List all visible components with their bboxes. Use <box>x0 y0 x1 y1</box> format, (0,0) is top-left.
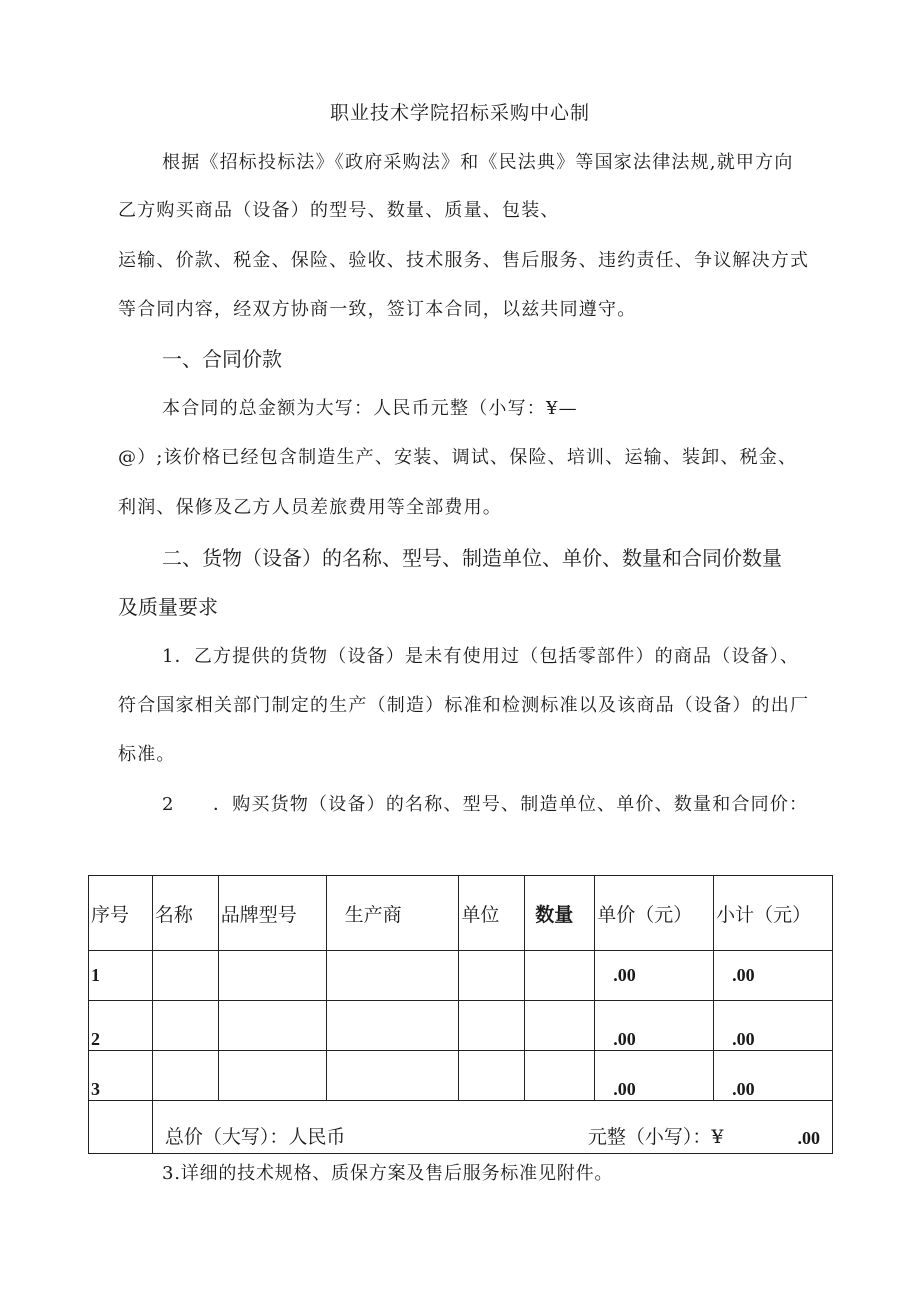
cell-name <box>152 951 218 1001</box>
cell-model <box>218 1001 326 1051</box>
section1-line-1: 本合同的总金额为大写：人民币元整（小写：¥— <box>162 398 578 419</box>
table-header-row <box>89 876 833 951</box>
row-number: 3 <box>89 1051 153 1101</box>
cell-unit <box>459 951 525 1001</box>
intro-line-1: 根据《招标投标法》《政府采购法》和《民法典》等国家法律法规,就甲方向 <box>162 152 794 173</box>
total-cell <box>152 1101 832 1154</box>
row-number: 1 <box>89 951 153 1001</box>
cell-manufacturer <box>326 1001 459 1051</box>
intro-line-4: 等合同内容，经双方协商一致，签订本合同，以兹共同遵守。 <box>118 299 637 320</box>
intro-line-2: 乙方购买商品（设备）的型号、数量、质量、包装、 <box>118 200 560 221</box>
total-figure-label: 元整（小写）：¥ <box>587 1126 724 1148</box>
document-title: 职业技术学院招标采购中心制 <box>329 102 590 124</box>
header-cell: 名称 <box>152 876 218 951</box>
cell-unit <box>459 1051 525 1101</box>
header-cell: 序号 <box>89 876 153 951</box>
section2-item2: 2 ．购买货物（设备）的名称、型号、制造单位、单价、数量和合同价： <box>162 794 809 815</box>
intro-line-3: 运输、价款、税金、保险、验收、技术服务、售后服务、违约责任、争议解决方式 <box>118 250 810 271</box>
header-cell: 单价（元） <box>595 876 714 951</box>
table-row <box>89 951 833 1001</box>
section2-item1-line-3: 标准。 <box>118 744 176 765</box>
cell-subtotal: .00 <box>714 1001 833 1051</box>
section2-item3: 3.详细的技术规格、质保方案及售后服务标准见附件。 <box>162 1163 614 1184</box>
goods-table <box>88 875 833 1154</box>
table-row <box>89 1051 833 1101</box>
cell-manufacturer <box>326 1051 459 1101</box>
cell-model <box>218 1051 326 1101</box>
cell-name <box>152 1001 218 1051</box>
header-cell: 生产商 <box>326 876 459 951</box>
cell-unit-price: .00 <box>595 1051 714 1101</box>
header-cell: 小计（元） <box>714 876 833 951</box>
section2-heading-2: 及质量要求 <box>118 595 218 619</box>
cell-quantity <box>525 1001 595 1051</box>
cell-quantity <box>525 951 595 1001</box>
total-words-label: 总价（大写）：人民币 <box>164 1126 346 1148</box>
header-cell: 品牌型号 <box>218 876 326 951</box>
cell-model <box>218 951 326 1001</box>
header-cell: 单位 <box>459 876 525 951</box>
section1-line-2: @）;该价格已经包含制造生产、安装、调试、保险、培训、运输、装卸、税金、 <box>118 447 798 468</box>
section2-item1-line-2: 符合国家相关部门制定的生产（制造）标准和检测标准以及该商品（设备）的出厂 <box>118 695 810 716</box>
cell-unit-price: .00 <box>595 951 714 1001</box>
table-row <box>89 1001 833 1051</box>
section1-line-3: 利润、保修及乙方人员差旅费用等全部费用。 <box>118 497 502 518</box>
cell-unit-price: .00 <box>595 1001 714 1051</box>
cell-name <box>152 1051 218 1101</box>
header-cell: 数量 <box>525 876 595 951</box>
section2-heading-1: 二、货物（设备）的名称、型号、制造单位、单价、数量和合同价数量 <box>162 546 782 570</box>
cell-manufacturer <box>326 951 459 1001</box>
table-total-row <box>89 1101 833 1154</box>
section1-heading: 一、合同价款 <box>162 347 282 371</box>
total-amount: .00 <box>797 1128 820 1148</box>
row-number: 2 <box>89 1001 153 1051</box>
cell-unit <box>459 1001 525 1051</box>
cell-subtotal: .00 <box>714 1051 833 1101</box>
cell-quantity <box>525 1051 595 1101</box>
section2-item1-line-1: 1．乙方提供的货物（设备）是未有使用过（包括零部件）的商品（设备）、 <box>162 646 800 667</box>
cell-subtotal: .00 <box>714 951 833 1001</box>
total-blank-cell <box>89 1101 153 1154</box>
